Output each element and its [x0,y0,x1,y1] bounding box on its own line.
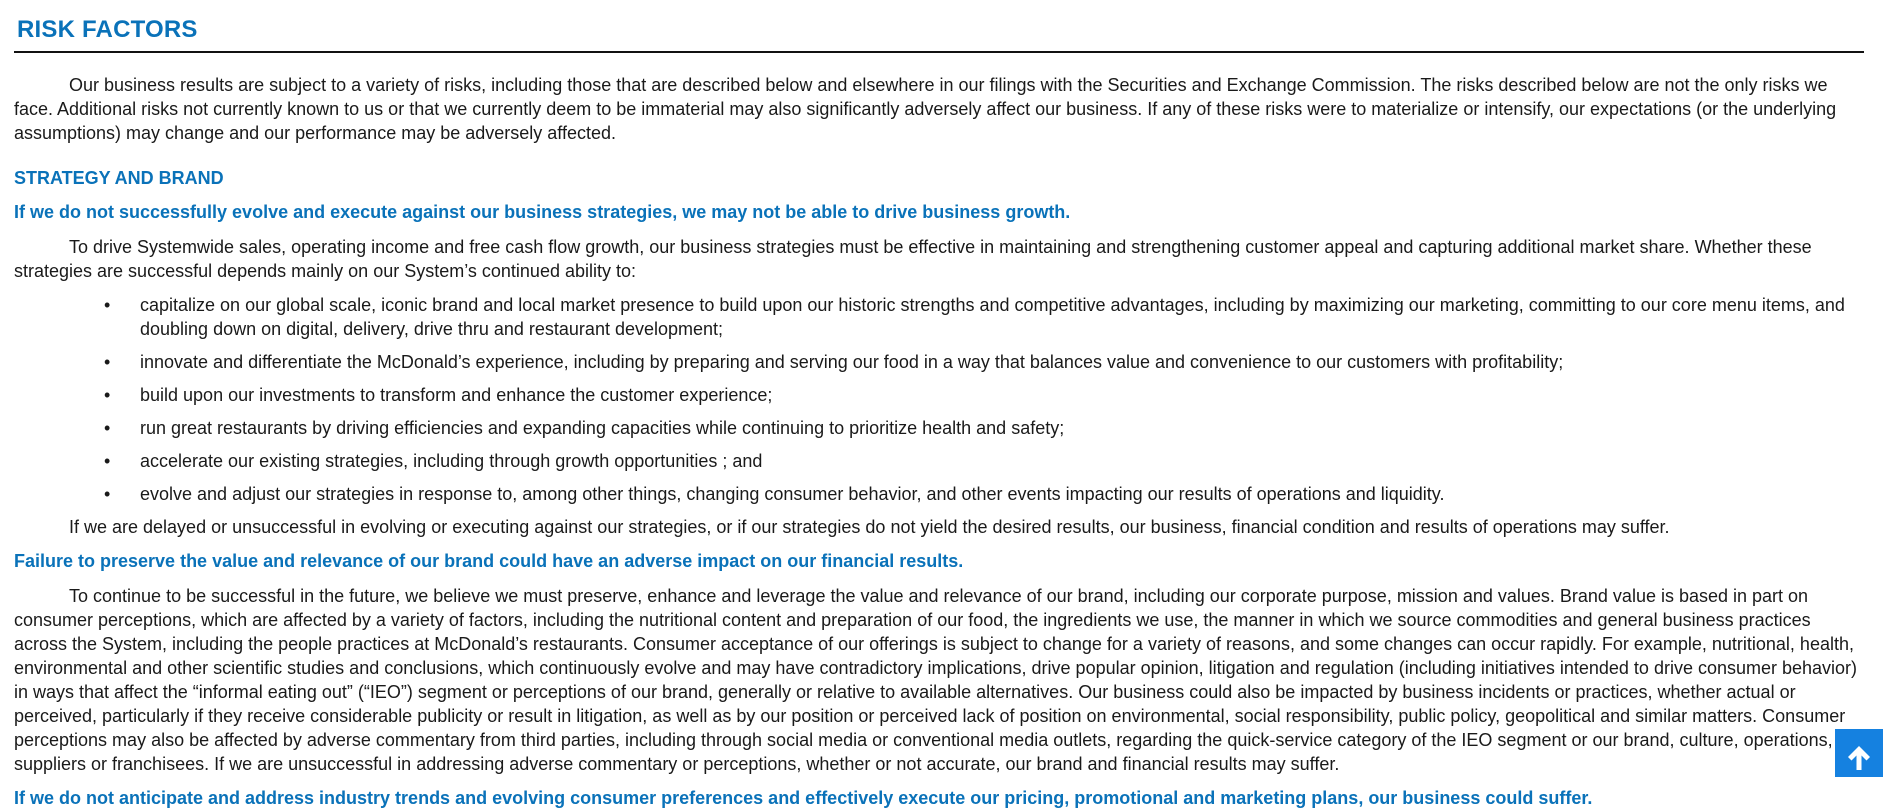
risk-strategy-lead-text: To drive Systemwide sales, operating income and free cash flow growth, our business strategies must be effective in maintaining and strengthening customer appeal and capturing additional market share. Whether these strategies are successful depends mainly on our System’s continued ability to: [14,237,1812,281]
risk-strategy-closing-text: If we are delayed or unsuccessful in evolving or executing against our strategies, or if our strategies do not yield the desired results, our business, financial condition and results of operations may suffer. [69,517,1670,537]
arrow-up-icon [1845,743,1873,773]
intro-paragraph [14,73,1866,145]
back-to-top-button[interactable] [1835,729,1883,777]
list-item-text: evolve and adjust our strategies in response to, among other things, changing consumer behavior, and other events impacting our results of operations and liquidity. [140,484,1445,504]
list-item-text: run great restaurants by driving efficiencies and expanding capacities while continuing to prioritize health and safety; [140,418,1065,438]
list-item-text: build upon our investments to transform and enhance the customer experience; [140,385,773,405]
intro-text: Our business results are subject to a variety of risks, including those that are described below and elsewhere in our filings with the Securities and Exchange Commission. The risks described below are not the only risks we face. Additional risks not currently known to us or that we currently deem to be immaterial may also significantly adversely affect our business. If any of these risks were to materialize or intensify, our expectations (or the underlying assumptions) may change and our performance may be adversely affected. [14,75,1837,143]
list-item [14,293,1866,341]
strategy-bullet-list [14,293,1866,506]
list-item [14,482,1866,506]
risk-heading-strategy: If we do not successfully evolve and execute against our business strategies, we may not be able to drive business growth. [14,202,1071,222]
risk-heading-brand: Failure to preserve the value and relevance of our brand could have an adverse impact on our financial results. [14,551,964,571]
section-heading: STRATEGY AND BRAND [14,168,224,188]
bullet-icon: • [104,418,111,438]
title-divider [14,51,1864,53]
bullet-icon: • [104,484,111,504]
risk-brand-text: To continue to be successful in the future, we believe we must preserve, enhance and leverage the value and relevance of our brand, including our corporate purpose, mission and values. Brand value is based in part on consumer perceptions, which are affected by a variety of factors, including the nutritional content and preparation of our food, the ingredients we use, the manner in which we source commodities and general business practices across the System, including the people practices at McDonald’s restaurants. Consumer acceptance of our offerings is subject to change for a variety of reasons, and some changes can occur rapidly. For example, nutritional, health, environmental and other scientific studies and conclusions, which continuously evolve and may have contradictory implications, drive popular opinion, litigation and regulation (including initiatives intended to drive consumer behavior) in ways that affect the “informal eating out” (“IEO”) segment or perceptions of our brand, generally or relative to available alternatives. Our business could also be impacted by business incidents or practices, whether actual or perceived, particularly if they receive considerable publicity or result in litigation, as well as by our position or perceived lack of position on environmental, social responsibility, public policy, geopolitical and similar matters. Consumer perceptions may also be affected by adverse commentary from third parties, including through social media or conventional media outlets, regarding the quick-service category of the IEO segment or our brand, culture, operations, suppliers or franchisees. If we are unsuccessful in addressing adverse commentary or perceptions, whether or not accurate, our brand and financial results may suffer. [14,586,1858,774]
list-item [14,449,1866,473]
risk-brand-paragraph [14,584,1866,776]
risk-strategy-closing [14,515,1866,539]
list-item-text: accelerate our existing strategies, including through growth opportunities ; and [140,451,763,471]
bullet-icon: • [104,295,111,315]
bullet-icon: • [104,352,111,372]
list-item [14,383,1866,407]
document-page [14,0,1866,776]
list-item [14,416,1866,440]
bullet-icon: • [104,385,111,405]
bullet-icon: • [104,451,111,471]
list-item-text: innovate and differentiate the McDonald’s experience, including by preparing and serving our food in a way that balances value and convenience to our customers with profitability; [140,352,1564,372]
page-title: RISK FACTORS [17,16,198,43]
list-item-text: capitalize on our global scale, iconic brand and local market presence to build upon our historic strengths and competitive advantages, including by maximizing our marketing, committing to our core menu items, and doubling down on digital, delivery, drive thru and restaurant development; [140,295,1845,339]
risk-strategy-lead [14,235,1866,283]
list-item [14,350,1866,374]
risk-heading-trends: If we do not anticipate and address industry trends and evolving consumer preferences and effectively execute our pricing, promotional and marketing plans, our business could suffer. [14,788,1593,808]
